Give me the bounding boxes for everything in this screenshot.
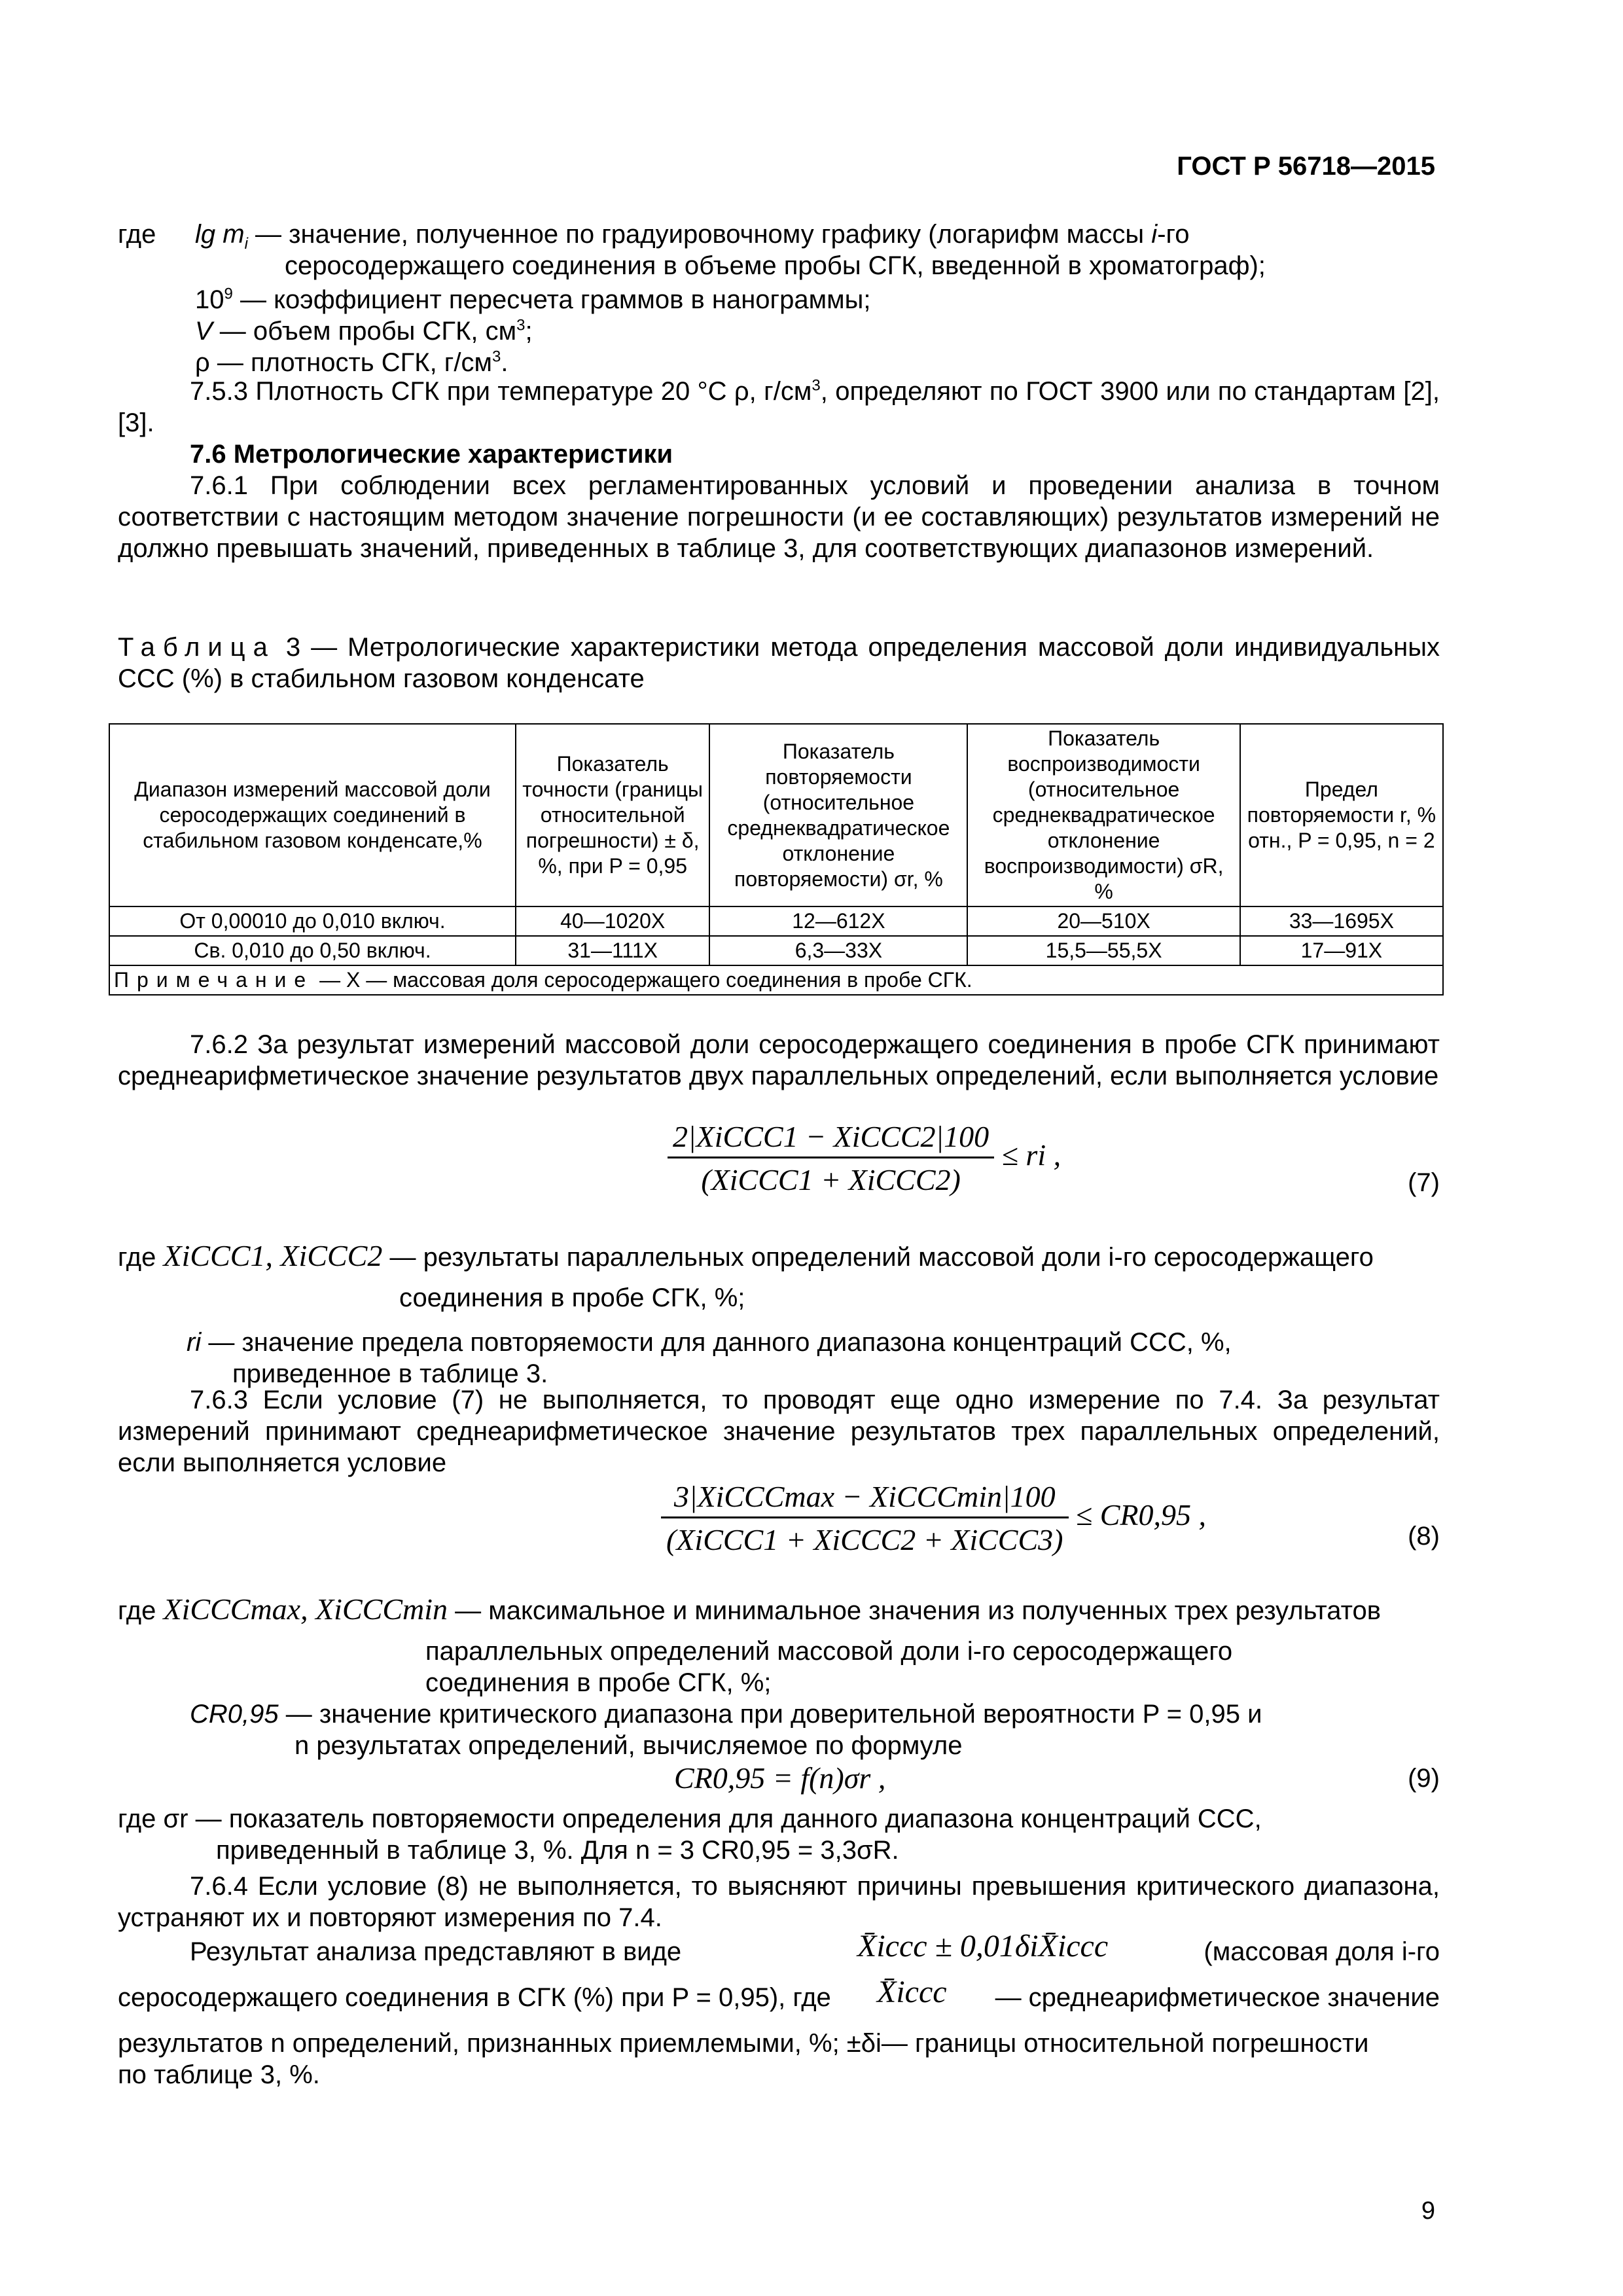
header-accuracy: Показатель точности (границы относительной погрешности) ± δ, %, при P = 0,95 bbox=[516, 724, 709, 906]
section-title-7-6: 7.6 Метрологические характеристики bbox=[190, 440, 673, 469]
definitions-formula-8: где XiСССmax, XiСССmin — максимальное и минимальное значения из полученных трех результатов параллельных определений массовой доли i-го серосодержащего соединения в пробе СГК, %; CR0,95 — значение критического диапазона при доверительной вероятности P = 0,95 и n результатах определений, вычисляемое по формуле bbox=[118, 1592, 1381, 1760]
formula-9: CR0,95 = f(n)σr , bbox=[674, 1761, 886, 1795]
equation-number-8: (8) bbox=[1408, 1522, 1440, 1551]
volume-definition: V — объем пробы СГК, $см^3$; bbox=[195, 316, 533, 346]
equation-number-9: (9) bbox=[1408, 1764, 1440, 1793]
table-3-caption: Таблица 3 — Метрологические характеристики метода определения массовой доли индивидуальных ССС (%) в стабильном газовом конденсате bbox=[118, 633, 1440, 693]
definitions-formula-7: где XiССС1, XiССС2 — результаты параллельных определений массовой доли i-го серосодержащего соединения в пробе СГК, %; ri — значение предела повторяемости для данного диапазона концентраций ССС, %, приведенное в таблице 3. bbox=[118, 1239, 1374, 1388]
document-id-header: ГОСТ Р 56718—2015 bbox=[1177, 152, 1435, 181]
header-repeatability: Показатель повторяемости (относительное среднеквадратическое отклонение повторяемости) σr, % bbox=[709, 724, 967, 906]
table-header-row bbox=[109, 724, 1443, 906]
formula-7: $\frac{\text{2|XiССС1 − XiССС2|100}}{\text{(XiССС1 + XiССС2)}}$ ≤ ri , bbox=[668, 1119, 1061, 1197]
definitions-formula-9: где σr — показатель повторяемости определения для данного диапазона концентраций ССС, приведенный в таблице 3, %. Для n = 3 CR0,95 = 3,3σR. bbox=[118, 1804, 1262, 1865]
header-reproducibility: Показатель воспроизводимости (относительное среднеквадратическое отклонение воспроизводимости) σR, % bbox=[967, 724, 1240, 906]
density-definition: ρ — плотность СГК, $г/см^3$. bbox=[195, 348, 508, 377]
paragraph-7-6-2: 7.6.2 За результат измерений массовой доли серосодержащего соединения в пробе СГК принимают среднеарифметическое значение результатов двух параллельных определений, если выполняется условие bbox=[118, 1030, 1440, 1090]
table-row: Св. 0,010 до 0,50 включ. 31—111X 6,3—33X 15,5—55,5X 17—91X bbox=[109, 936, 1443, 965]
paragraph-7-6-1: 7.6.1 При соблюдении всех регламентированных условий и проведении анализа в точном соответствии с настоящим методом значение погрешности (и ее составляющих) результатов измерений не должно превышать значений, приведенных в таблице 3, для соответствующих диапазонов измерений. bbox=[118, 471, 1440, 563]
factor-definition: $10^9$ — коэффициент пересчета граммов в нанограммы; bbox=[195, 285, 871, 314]
table-row: От 0,00010 до 0,010 включ. 40—1020X 12—612X 20—510X 33—1695X bbox=[109, 906, 1443, 936]
table-note-row: Примечание — X — массовая доля серосодержащего соединения в пробе СГК. bbox=[109, 965, 1443, 995]
result-paragraph: Результат анализа представляют в виде X̄iссс ± 0,01δiX̄iссс (массовая доля i-го серосодержащего соединения в СГК (%) при P = 0,95), где X̄iссс — среднеарифметическое значение результатов n определений, признанных приемлемыми, %; ±δi— границы относительной погрешности по таблице 3, %. bbox=[118, 1929, 1440, 2089]
table-3 bbox=[109, 723, 1444, 996]
formula-8: $\frac{\text{3|XiСССmax − XiСССmin|100}}{\text{(XiССС1 + XiССС2 + XiССС3)}}$ ≤ CR0,95 , bbox=[661, 1479, 1206, 1557]
paragraph-7-6-3: 7.6.3 Если условие (7) не выполняется, то проводят еще одно измерение по 7.4. За результат измерений принимают среднеарифметическое значение результатов трех параллельных определений, если выполняется условие bbox=[118, 1386, 1440, 1477]
equation-number-7: (7) bbox=[1408, 1168, 1440, 1197]
where-label: где bbox=[118, 220, 156, 249]
page-number: 9 bbox=[1421, 2197, 1435, 2225]
header-range: Диапазон измерений массовой доли серосодержащих соединений в стабильном газовом конденсате,% bbox=[109, 724, 516, 906]
paragraph-7-5-3: 7.5.3 Плотность СГК при температуре 20 °C ρ, $г/см^3$, определяют по ГОСТ 3900 или по стандартам [2], [3]. bbox=[118, 376, 1440, 437]
definitions-formula-6 bbox=[118, 219, 1440, 378]
paragraph-7-6-4: 7.6.4 Если условие (8) не выполняется, то выясняют причины превышения критического диапазона, устраняют их и повторяют измерения по 7.4. bbox=[118, 1872, 1440, 1932]
lg-m-definition: $\lg m_i$ — значение, полученное по градуировочному графику (логарифм массы i-го bbox=[195, 220, 1190, 253]
header-repeatability-limit: Предел повторяемости r, % отн., P = 0,95, n = 2 bbox=[1240, 724, 1443, 906]
lg-m-definition-cont: серосодержащего соединения в объеме пробы СГК, введенной в хроматограф); bbox=[285, 251, 1266, 280]
